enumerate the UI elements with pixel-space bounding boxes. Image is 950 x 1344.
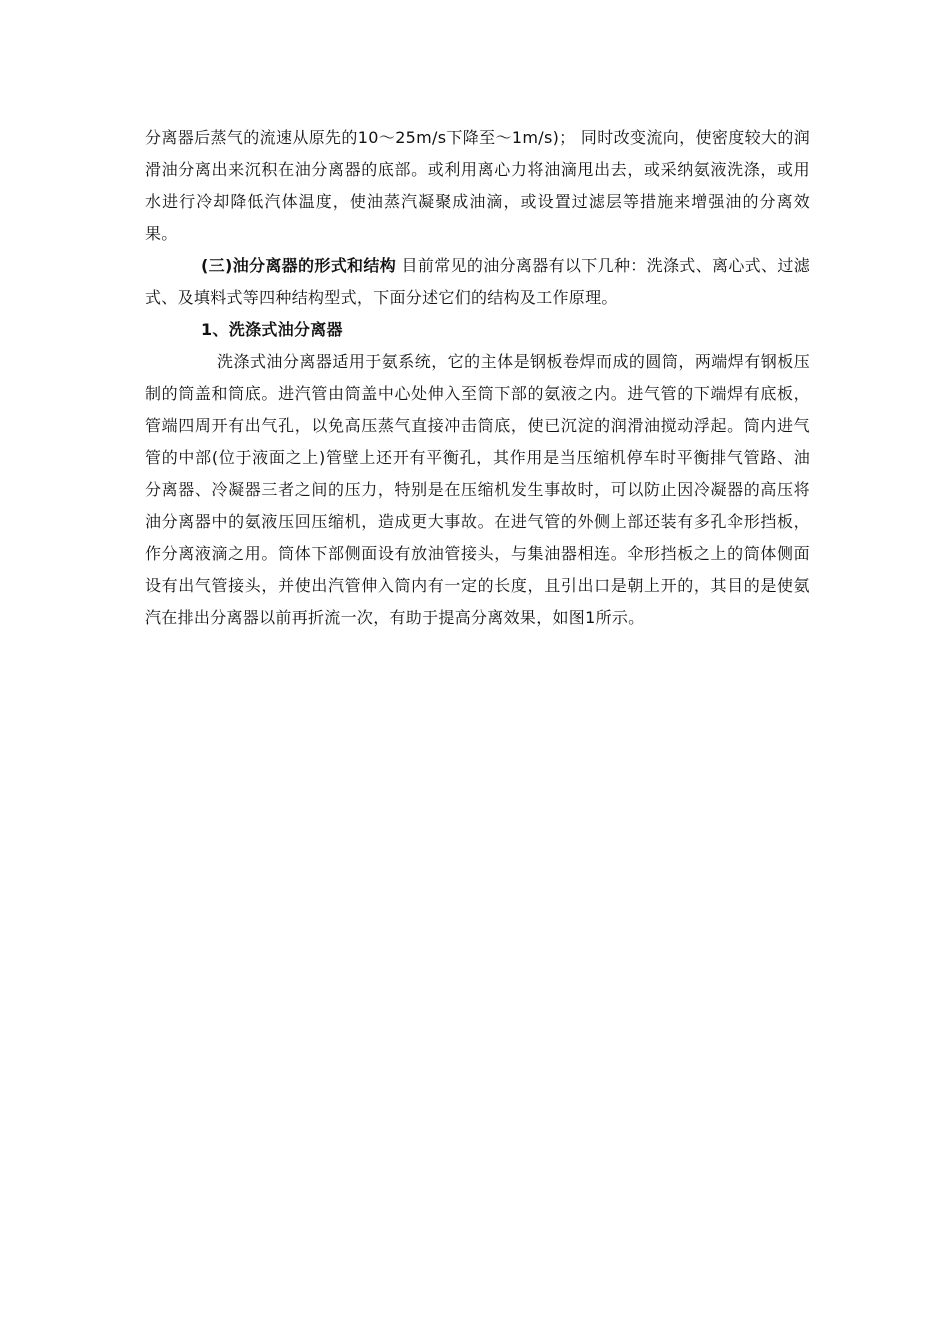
paragraph-washing-separator: 洗涤式油分离器适用于氨系统，它的主体是钢板卷焊而成的圆筒，两端焊有钢板压制的筒盖和筒底。进汽管由筒盖中心处伸入至筒下部的氨液之内。进气管的下端焊有底板，管端四周开有出气孔，以免高压蒸气直接冲击筒底，使已沉淀的润滑油搅动浮起。筒内进气管的中部(位于液面之上)管壁上还开有平衡孔，其作用是当压缩机停车时平衡排气管路、油分离器、冷凝器三者之间的压力，特别是在压缩机发生事故时，可以防止因冷凝器的高压将油分离器中的氨液压回压缩机，造成更大事故。在进气管的外侧上部还装有多孔伞形挡板，作分离液滴之用。筒体下部侧面设有放油管接头，与集油器相连。伞形挡板之上的筒体侧面设有出气管接头，并使出汽管伸入筒内有一定的长度，且引出口是朝上开的，其目的是使氨汽在排出分离器以前再折流一次，有助于提高分离效果，如图1所示。 [145,352,810,627]
separator-types-heading: (三)油分离器的形式和结构 [201,256,397,275]
section-heading-washing-separator: 1、洗涤式油分离器 [201,320,343,339]
paragraph-flow-velocity: 分离器后蒸气的流速从原先的10～25m/s下降至～1m/s)； 同时改变流向，使密度较大的润滑油分离出来沉积在油分离器的底部。或利用离心力将油滴甩出去，或采纳氨液洗涤，或用水进行冷却降低汽体温度，使油蒸汽凝聚成油滴，或设置过滤层等措施来增强油的分离效果。 [145,128,810,243]
paragraph-separator-types [145,250,810,314]
separator-types-text: 目前常见的油分离器有以下几种：洗涤式、离心式、过滤式、及填料式等四种结构型式，下面分述它们的结构及工作原理。 [145,256,811,307]
document-body [145,122,810,634]
